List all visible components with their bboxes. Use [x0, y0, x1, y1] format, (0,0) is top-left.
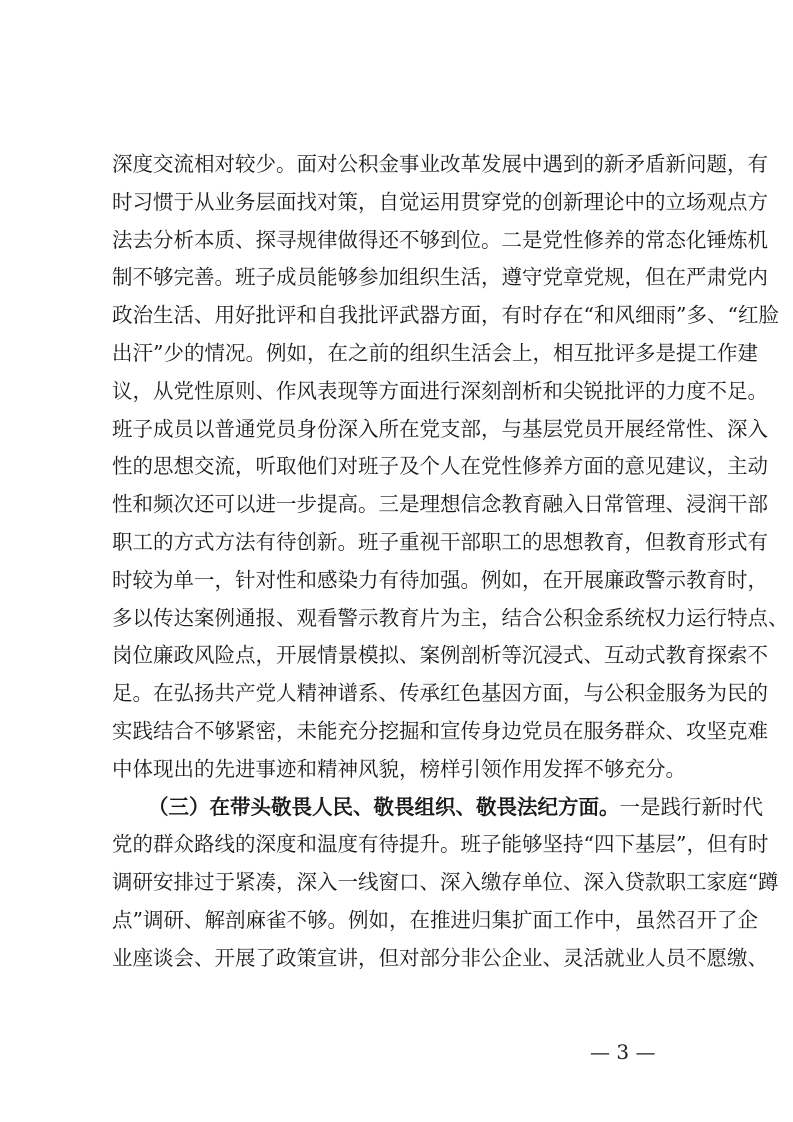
text-line: 议，从党性原则、作风表现等方面进行深刻剖析和尖锐批评的力度不足。 — [112, 378, 768, 403]
section-heading-line — [112, 789, 763, 827]
text-line: 点”调研、解剖麻雀不够。例如，在推进归集扩面工作中，虽然召开了企 — [112, 907, 758, 932]
text-line: 中体现出的先进事迹和精神风貌，榜样引领作用发挥不够充分。 — [112, 756, 686, 781]
text-line: 时习惯于从业务层面找对策，自觉运用贯穿党的创新理论中的立场观点方 — [112, 189, 768, 214]
text-line: 法去分析本质、探寻规律做得还不够到位。二是党性修养的常态化锤炼机 — [112, 227, 768, 252]
text-line: 出汗”少的情况。例如，在之前的组织生活会上，相互批评多是提工作建 — [112, 340, 758, 365]
text-line: 足。在弘扬共产党人精神谱系、传承红色基因方面，与公积金服务为民的 — [112, 681, 768, 706]
text-line: 业座谈会、开展了政策宣讲，但对部分非公企业、灵活就业人员不愿缴、 — [112, 945, 768, 970]
text-line: 制不够完善。班子成员能够参加组织生活，遵守党章党规，但在严肃党内 — [112, 265, 768, 290]
section-heading: （三）在带头敬畏人民、敬畏组织、敬畏法纪方面。 — [148, 794, 620, 819]
text-line: 职工的方式方法有待创新。班子重视干部职工的思想教育，但教育形式有 — [112, 529, 768, 554]
text-line: 调研安排过于紧凑，深入一线窗口、深入缴存单位、深入贷款职工家庭“蹲 — [112, 870, 779, 895]
text-line: 政治生活、用好批评和自我批评武器方面，有时存在“和风细雨”多、“红脸 — [112, 303, 779, 328]
text-line: 班子成员以普通党员身份深入所在党支部，与基层党员开展经常性、深入 — [112, 416, 768, 441]
text-line: 岗位廉政风险点，开展情景模拟、案例剖析等沉浸式、互动式教育探索不 — [112, 643, 768, 668]
body-text — [112, 146, 789, 978]
paragraph-2 — [112, 789, 779, 978]
text-line: 性的思想交流，听取他们对班子及个人在党性修养方面的意见建议，主动 — [112, 454, 768, 479]
text-line: 实践结合不够紧密，未能充分挖掘和宣传身边党员在服务群众、攻坚克难 — [112, 718, 768, 743]
text-line: 多以传达案例通报、观看警示教育片为主，结合公积金系统权力运行特点、 — [112, 605, 789, 630]
text-run: 一是践行新时代 — [619, 794, 763, 819]
text-line: 性和频次还可以进一步提高。三是理想信念教育融入日常管理、浸润干部 — [112, 492, 768, 517]
page-number: — 3 — — [590, 1040, 656, 1064]
paragraph-1 — [112, 146, 789, 789]
text-line: 深度交流相对较少。面对公积金事业改革发展中遇到的新矛盾新问题，有 — [112, 152, 768, 176]
text-line: 党的群众路线的深度和温度有待提升。班子能够坚持“四下基层”，但有时 — [112, 832, 769, 857]
text-line: 时较为单一，针对性和感染力有待加强。例如，在开展廉政警示教育时， — [112, 567, 768, 592]
